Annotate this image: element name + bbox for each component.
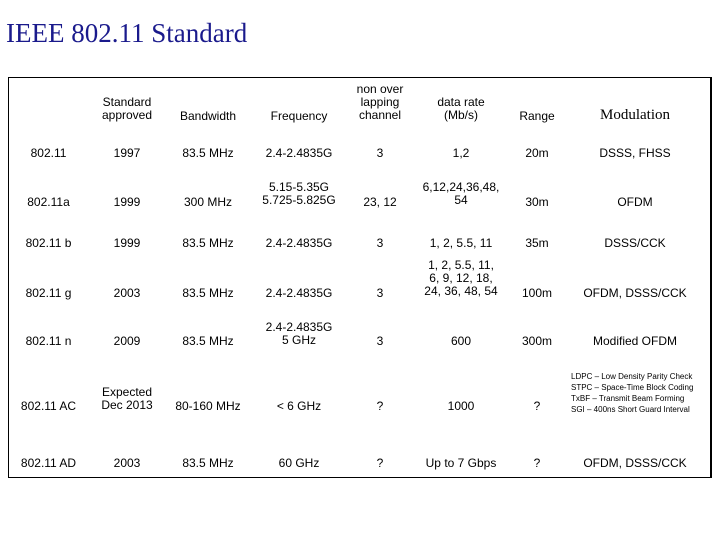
row-range: ? xyxy=(533,399,541,413)
header-modulation: Modulation xyxy=(600,107,670,123)
header-range: Range xyxy=(519,109,555,123)
row-standard: 802.11 xyxy=(30,146,67,160)
row-frequency: 2.4-2.4835G xyxy=(265,286,333,300)
row-standard: 802.11 AD xyxy=(20,456,77,470)
row-bandwidth: 300 MHz xyxy=(183,195,233,209)
row-modulation: OFDM, DSSS/CCK xyxy=(583,286,687,300)
header-standard-approved: Standard approved xyxy=(101,95,153,122)
row-bandwidth: 83.5 MHz xyxy=(182,334,234,348)
row-standard: 802.11 b xyxy=(25,236,72,250)
header-frequency: Frequency xyxy=(270,109,328,123)
row-bandwidth: 83.5 MHz xyxy=(182,236,234,250)
row-data-rate: Up to 7 Gbps xyxy=(425,456,497,470)
row-approved: 2003 xyxy=(113,456,141,470)
row-modulation: Modified OFDM xyxy=(592,334,678,348)
row-modulation: OFDM, DSSS/CCK xyxy=(583,456,687,470)
header-channel: non over lapping channel xyxy=(356,82,404,122)
row-frequency: 2.4-2.4835G 5 GHz xyxy=(265,320,333,347)
row-channel: 3 xyxy=(376,146,384,160)
row-standard: 802.11 AC xyxy=(20,399,77,413)
row-bandwidth: 80-160 MHz xyxy=(175,399,241,413)
row-data-rate: 1, 2, 5.5, 11, 6, 9, 12, 18, 24, 36, 48, 54 xyxy=(424,258,498,298)
row-approved: Expected Dec 2013 xyxy=(101,385,153,412)
row-range: 30m xyxy=(525,195,549,209)
row-range: 100m xyxy=(521,286,553,300)
standards-table xyxy=(8,77,712,478)
row-bandwidth: 83.5 MHz xyxy=(182,286,234,300)
row-data-rate: 600 xyxy=(450,334,472,348)
row-approved: 1999 xyxy=(113,236,141,250)
row-data-rate: 1,2 xyxy=(452,146,470,160)
row-frequency: 60 GHz xyxy=(278,456,320,470)
row-modulation: DSSS, FHSS xyxy=(599,146,671,160)
row-standard: 802.11a xyxy=(27,195,70,209)
row-bandwidth: 83.5 MHz xyxy=(182,456,234,470)
row-approved: 2009 xyxy=(113,334,141,348)
row-range: 20m xyxy=(525,146,549,160)
header-bandwidth: Bandwidth xyxy=(179,109,237,123)
row-modulation: OFDM xyxy=(617,195,653,209)
page-title: IEEE 802.11 Standard xyxy=(6,18,248,48)
row-channel: ? xyxy=(376,399,384,413)
row-frequency: < 6 GHz xyxy=(276,399,322,413)
row-approved: 2003 xyxy=(113,286,141,300)
row-frequency: 2.4-2.4835G xyxy=(265,236,333,250)
row-modulation: DSSS/CCK xyxy=(604,236,666,250)
row-standard: 802.11 g xyxy=(25,286,72,300)
row-range: ? xyxy=(533,456,541,470)
row-modulation-notes: LDPC – Low Density Parity Check STPC – Space-Time Block Coding TxBF – Transmit Beam Forming SGI – 400ns Short Guard Interval xyxy=(571,372,694,414)
row-channel: 3 xyxy=(376,236,384,250)
row-channel: 23, 12 xyxy=(363,195,397,209)
row-frequency: 2.4-2.4835G xyxy=(265,146,333,160)
row-range: 35m xyxy=(525,236,549,250)
row-channel: ? xyxy=(376,456,384,470)
row-channel: 3 xyxy=(376,334,384,348)
row-range: 300m xyxy=(521,334,553,348)
row-bandwidth: 83.5 MHz xyxy=(182,146,234,160)
row-data-rate: 1000 xyxy=(447,399,475,413)
row-approved: 1997 xyxy=(113,146,141,160)
row-channel: 3 xyxy=(376,286,384,300)
header-data-rate: data rate (Mb/s) xyxy=(437,95,485,122)
row-data-rate: 1, 2, 5.5, 11 xyxy=(429,236,493,250)
row-frequency: 5.15-5.35G 5.725-5.825G xyxy=(262,180,336,207)
row-approved: 1999 xyxy=(113,195,141,209)
row-standard: 802.11 n xyxy=(25,334,72,348)
row-data-rate: 6,12,24,36,48, 54 xyxy=(422,180,500,207)
